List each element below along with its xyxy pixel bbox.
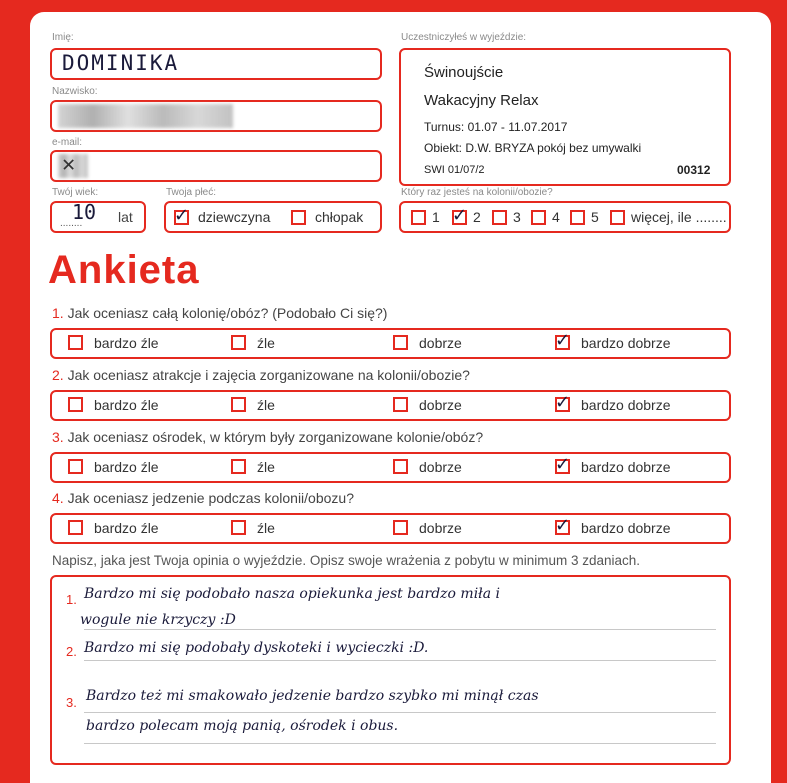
q4-dobrze-checkbox[interactable] [393, 520, 408, 535]
times-2-label: 2 [473, 209, 481, 225]
times-3-label: 3 [513, 209, 521, 225]
opinion-rule-1 [84, 629, 716, 630]
q4-bardzo-zle-label: bardzo źle [94, 520, 159, 536]
q2-dobrze-label: dobrze [419, 397, 462, 413]
q2-dobrze-checkbox[interactable] [393, 397, 408, 412]
q4-bardzo-zle-checkbox[interactable] [68, 520, 83, 535]
q2-bardzo-zle-checkbox[interactable] [68, 397, 83, 412]
opinion-prompt: Napisz, jaka jest Twoja opinia o wyjeździe. Opisz swoje wrażenia z pobytu w minimum 3 zdaniach. [52, 553, 641, 568]
q1-zle-checkbox[interactable] [231, 335, 246, 350]
age-dots: ........ [60, 218, 83, 229]
trip-label: Uczestniczyłeś w wyjeździe: [401, 32, 527, 43]
email-label: e-mail: [52, 137, 83, 148]
question-3-text: Jak oceniasz ośrodek, w którym były zorganizowane kolonie/obóz? [67, 429, 484, 445]
opinion-3-line-2: bardzo polecam moją panią, ośrodek i obus. [86, 718, 399, 734]
opinion-3-line-1: Bardzo też mi smakowało jedzenie bardzo szybko mi minął czas [86, 688, 539, 704]
age-label: Twój wiek: [52, 187, 99, 198]
opinion-rule-4 [84, 743, 716, 744]
q3-zle-checkbox[interactable] [231, 459, 246, 474]
opinion-rule-3 [84, 712, 716, 713]
times-more-checkbox[interactable] [610, 210, 625, 225]
question-4-text: Jak oceniasz jedzenie podczas kolonii/obozu? [67, 490, 354, 506]
q2-check-mark: ✓ [555, 392, 571, 413]
q4-dobrze-label: dobrze [419, 520, 462, 536]
question-4-number: 4. [52, 490, 64, 506]
question-2-number: 2. [52, 367, 64, 383]
gender-boy-checkbox[interactable] [291, 210, 306, 225]
times-2-check-mark: ✓ [452, 205, 468, 226]
times-1-checkbox[interactable] [411, 210, 426, 225]
email-mark: ✕ [62, 152, 76, 177]
q4-zle-label: źle [257, 520, 275, 536]
question-2-text: Jak oceniasz atrakcje i zajęcia zorganizowane na kolonii/obozie? [67, 367, 470, 383]
q2-zle-label: źle [257, 397, 275, 413]
gender-label: Twoja płeć: [166, 187, 217, 198]
times-more-label: więcej, ile ........ [631, 209, 727, 225]
question-4 [52, 490, 354, 506]
redacted-last-name [58, 104, 233, 128]
question-3 [52, 429, 483, 445]
trip-turnus: Turnus: 01.07 - 11.07.2017 [424, 120, 568, 134]
q1-dobrze-label: dobrze [419, 335, 462, 351]
q1-bardzo-zle-label: bardzo źle [94, 335, 159, 351]
question-3-number: 3. [52, 429, 64, 445]
q4-bardzo-dobrze-label: bardzo dobrze [581, 520, 671, 536]
trip-place: Świnoujście [424, 64, 504, 81]
trip-code: SWI 01/07/2 [424, 164, 485, 176]
opinion-3-number: 3. [66, 695, 77, 710]
times-5-label: 5 [591, 209, 599, 225]
q3-bardzo-zle-checkbox[interactable] [68, 459, 83, 474]
trip-object: Obiekt: D.W. BRYZA pokój bez umywalki [424, 141, 642, 155]
question-1-text: Jak oceniasz całą kolonię/obóz? (Podobało Ci się?) [67, 305, 388, 321]
opinion-1-number: 1. [66, 592, 77, 607]
q1-bardzo-zle-checkbox[interactable] [68, 335, 83, 350]
q4-check-mark: ✓ [555, 515, 571, 536]
first-name-label: Imię: [52, 32, 74, 43]
age-value: 10 [72, 200, 97, 224]
trip-number: 00312 [677, 163, 711, 177]
q3-dobrze-checkbox[interactable] [393, 459, 408, 474]
age-unit: lat [118, 209, 133, 225]
opinion-1-line-1: Bardzo mi się podobało nasza opiekunka jest bardzo miła i [84, 586, 500, 602]
opinion-2-number: 2. [66, 644, 77, 659]
gender-boy-label: chłopak [315, 209, 364, 225]
opinion-textarea[interactable] [50, 575, 731, 765]
q4-zle-checkbox[interactable] [231, 520, 246, 535]
q1-bardzo-dobrze-label: bardzo dobrze [581, 335, 671, 351]
trip-name: Wakacyjny Relax [424, 92, 539, 109]
q1-dobrze-checkbox[interactable] [393, 335, 408, 350]
last-name-label: Nazwisko: [52, 86, 98, 97]
first-name-value: DOMINIKA [62, 51, 180, 75]
opinion-rule-2 [84, 660, 716, 661]
q2-zle-checkbox[interactable] [231, 397, 246, 412]
question-1 [52, 305, 387, 321]
q3-bardzo-dobrze-label: bardzo dobrze [581, 459, 671, 475]
q3-dobrze-label: dobrze [419, 459, 462, 475]
question-2 [52, 367, 470, 383]
times-3-checkbox[interactable] [492, 210, 507, 225]
survey-title: Ankieta [48, 248, 200, 292]
question-1-number: 1. [52, 305, 64, 321]
q2-bardzo-zle-label: bardzo źle [94, 397, 159, 413]
opinion-2-line-1: Bardzo mi się podobały dyskoteki i wycieczki :D. [84, 640, 429, 656]
gender-girl-label: dziewczyna [198, 209, 271, 225]
gender-girl-check-mark: ✓ [174, 205, 190, 226]
times-label: Który raz jesteś na kolonii/obozie? [401, 187, 553, 198]
q3-check-mark: ✓ [555, 454, 571, 475]
q3-zle-label: źle [257, 459, 275, 475]
email-field[interactable] [50, 150, 382, 182]
q2-bardzo-dobrze-label: bardzo dobrze [581, 397, 671, 413]
times-4-checkbox[interactable] [531, 210, 546, 225]
times-1-label: 1 [432, 209, 440, 225]
times-4-label: 4 [552, 209, 560, 225]
q1-check-mark: ✓ [555, 330, 571, 351]
opinion-1-line-2: wogule nie krzyczy :D [80, 612, 236, 628]
q1-zle-label: źle [257, 335, 275, 351]
q3-bardzo-zle-label: bardzo źle [94, 459, 159, 475]
times-5-checkbox[interactable] [570, 210, 585, 225]
